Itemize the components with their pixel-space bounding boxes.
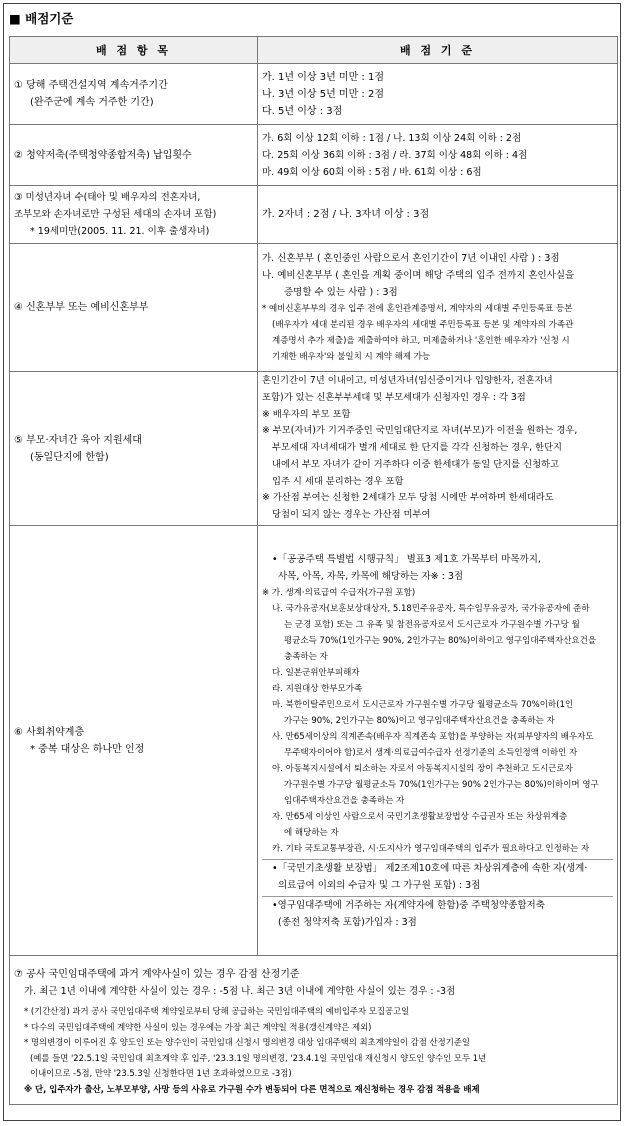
scoring-table	[9, 36, 618, 1105]
row4-item: ④ 신혼부부 또는 예비신혼부부	[10, 244, 258, 372]
header-item: 배 점 항 목	[10, 37, 258, 64]
row6-criteria	[258, 526, 618, 956]
row4-criteria	[258, 244, 618, 372]
row2-criteria-line: 마. 49회 이상 60회 이하 : 5점 / 바. 61회 이상 : 6점	[262, 166, 482, 178]
row1-criteria-line: 가. 1년 이상 3년 미만 : 1점	[262, 71, 384, 83]
row5-criteria-line: 당첨이 되지 않는 경우는 가산점 미부여	[272, 509, 431, 521]
row5-criteria-line: 혼인기간이 7년 이내이고, 미성년자녀(임신중이거나 입양한자, 전혼자녀	[262, 374, 553, 386]
row6-list-item: 충족하는 자	[284, 651, 328, 662]
row7-note: 이내이므로 -5점, 만약 '23.5.3일 신청한다면 1년 초과하였으므로 -3점)	[30, 1068, 292, 1078]
row6-item	[10, 526, 258, 956]
row3-item-line: ③ 미성년자녀 수(태아 및 배우자의 전혼자녀,	[14, 192, 201, 203]
row7-final-note: ※ 단, 입주자가 출산, 노부모부양, 사망 등의 사유로 가구원 수가 변동되어 다른 면적으로 재신청하는 경우 감점 적용을 배제	[24, 1083, 480, 1094]
row6-a2: 사목, 아목, 자목, 카목에 해당하는 자※ : 3점	[278, 570, 464, 582]
row7-deduction-line: 가. 최근 1년 이내에 계약한 사실이 있는 경우 : -5점 나. 최근 3년 이내에 계약한 사실이 있는 경우 : -3점	[24, 986, 456, 997]
row4-note: 기재한 배우자'와 불일치 시 계약 해제 가능	[272, 352, 431, 362]
row5-criteria-line: 포함)가 있는 신혼부부세대 및 부모세대가 신청자인 경우 : 각 3점	[262, 391, 526, 403]
row6-list-item: 나. 국가유공자(보훈보상대상자, 5.18민주유공자, 특수임무유공자, 국가유공자에 준하	[272, 603, 590, 614]
row6-item-line: * 중복 대상은 하나만 인정	[30, 743, 145, 755]
row5-criteria-line: 부모세대 자녀세대가 별개 세대로 한 단지를 각각 신청하는 경우, 한단지	[272, 442, 562, 454]
row6-list-item: 평균소득 70%(1인가구는 90%, 2인가구는 80%)이하이고 영구임대주택자산요건을	[284, 635, 597, 646]
row7-note: (예를 들면 '22.5.1일 국민임대 최초계약 후 입주, '23.3.1일 명의변경, '23.4.1일 국민임대 재신청시 양도인 양수인 모두 1년	[30, 1052, 487, 1063]
row2-item: ② 청약저축(주택청약종합저축) 납입횟수	[10, 125, 258, 186]
row5-criteria	[258, 372, 618, 526]
row4-note: * 예비신혼부부의 경우 입주 전에 혼인관계증명서, 계약자의 세대별 주민등록표 등본	[262, 304, 573, 314]
row6-list-item: 카. 기타 국토교통부장관, 시·도지사가 영구임대주택의 입주가 필요하다고 인정하는 자	[272, 843, 590, 854]
row1-item-line: ① 당해 주택건설지역 계속거주기간	[14, 80, 168, 91]
row5-criteria-line: ※ 배우자의 부모 포함	[262, 408, 351, 420]
row6-list-item: 가구는 90%, 2인가구는 80%)이고 영구임대주택자산요건을 충족하는 자	[284, 715, 555, 726]
row5-criteria-line: 내에서 부모 자녀가 같이 거주하다 이중 한세대가 동일 단지를 신청하고	[272, 458, 560, 470]
row6-list-item: 임대주택자산요건을 충족하는 자	[284, 795, 405, 806]
section-title: ■ 배점기준	[9, 11, 74, 26]
row6-a1: •「공공주택 특별법 시행규칙」 별표3 제1호 가목부터 마목까지,	[272, 553, 541, 565]
row7-note: * (기간산정) 과거 공사 국민임대주택 계약일로부터 당해 공급하는 국민임대주택의 예비입주자 모집공고일	[24, 1006, 410, 1016]
row2-criteria-line: 다. 25회 이상 36회 이하 : 3점 / 라. 37회 이상 48회 이하 : 4점	[262, 149, 528, 161]
row4-note: (배우자가 세대 분리된 경우 배우자의 세대별 주민등록표 등본 및 계약자의 가족관	[272, 320, 574, 330]
table-row	[10, 125, 618, 186]
row3-item	[10, 186, 258, 244]
row3-item-line: 조부모와 손자녀로만 구성된 세대의 손자녀 포함)	[14, 209, 217, 220]
row6-item-line: ⑥ 사회취약계층	[14, 726, 85, 738]
row5-item-line: ⑤ 부모·자녀간 육아 지원세대	[14, 434, 142, 446]
row6-list-item: 는 군경 포함) 또는 그 유족 및 참전유공자로서 도시근로자 가구원수별 가구당 월	[284, 619, 580, 630]
row4-criteria-a: 가. 신혼부부 ( 혼인중인 사람으로서 혼인기간이 7년 이내인 사람 ) : 3점	[262, 253, 560, 264]
row7-cell	[10, 956, 618, 1105]
row2-criteria-line: 가. 6회 이상 12회 이하 : 1점 / 나. 13회 이상 24회 이하 : 2점	[262, 132, 522, 144]
table-row	[10, 526, 618, 956]
row5-criteria-line: ※ 부모(자녀)가 기거주중인 국민임대단지로 자녀(부모)가 이전을 원하는 경우,	[262, 425, 578, 437]
row4-note: 계증명서 추가 제출)을 제출하여야 하고, 미제출하거나 '혼인한 배우자가 '신청 시	[272, 336, 570, 346]
table-row	[10, 186, 618, 244]
row6-c1: •영구임대주택에 거주하는 자(계약자에 한함)중 주택청약종합저축	[272, 899, 545, 911]
row6-list-item: 무주택자이어야 함)로서 생계·의료급여수급자 선정기준의 소득인정액 이하인 자	[284, 747, 578, 758]
row6-b1: •「국민기초생활 보장법」 제2조제10호에 따른 차상위계층에 속한 자(생계·	[272, 862, 588, 874]
row3-item-line: * 19세미만(2005. 11. 21. 이후 출생자녀)	[30, 226, 210, 237]
row5-criteria-line: ※ 가산점 부여는 신청한 2세대가 모두 당첨 시에만 부여하며 한세대라도	[262, 492, 554, 504]
row5-criteria-line: 입주 시 세대 분리하는 경우 포함	[272, 475, 404, 487]
table-row	[10, 244, 618, 372]
header-criteria: 배 점 기 준	[258, 37, 618, 64]
table-row	[10, 64, 618, 125]
row6-b2: 의료급여 이외의 수급자 및 그 가구원 포함) : 3점	[278, 879, 481, 891]
row6-list-item: 아. 아동복지시설에서 퇴소하는 자로서 아동복지시설의 장이 추천하고 도시근로자	[272, 763, 573, 774]
table-row	[10, 956, 618, 1105]
row6-c2: (종전 청약저축 포함)가입자 : 3점	[278, 916, 417, 928]
row6-list-item: 자. 만65세 이상인 사람으로서 국민기초생활보장법상 수급권자 또는 차상위계층	[272, 811, 568, 822]
table-header-row	[10, 37, 618, 64]
row7-note: * 명의변경이 이루어진 후 양도인 또는 양수인이 국민임대 신청시 명의변경 대상 임대주택의 최초계약일이 감점 산정기준일	[24, 1037, 470, 1047]
row1-item-line: (완주군에 계속 거주한 기간)	[30, 97, 154, 108]
table-row	[10, 372, 618, 526]
row1-criteria-line: 다. 5년 이상 : 3점	[262, 105, 343, 117]
row6-list-item: 마. 북한이탈주민으로서 도시근로자 가구원수별 가구당 월평균소득 70%이하(1인	[272, 699, 574, 710]
row3-criteria: 가. 2자녀 : 2점 / 나. 3자녀 이상 : 3점	[258, 186, 618, 244]
row1-criteria	[258, 64, 618, 125]
row7-title: ⑦ 공사 국민임대주택에 과거 계약사실이 있는 경우 감점 산정기준	[14, 969, 300, 980]
row6-list-item: 사. 만65세이상의 직계존속(배우자 직계존속 포함)을 부양하는 자(피부양자의 배우자도	[272, 731, 594, 742]
row6-list-item: ※ 가. 생계·의료급여 수급자(가구원 포함)	[262, 587, 416, 598]
row6-list-item: 다. 일본군위안부피해자	[272, 667, 360, 678]
row5-item-line: (동일단지에 한함)	[30, 451, 109, 463]
row2-criteria	[258, 125, 618, 186]
row1-item	[10, 64, 258, 125]
row4-criteria-b2: 증명할 수 있는 사람 ) : 3점	[284, 287, 398, 298]
row6-list-item: 에 해당하는 자	[284, 827, 339, 838]
row1-criteria-line: 나. 3년 이상 5년 미만 : 2점	[262, 88, 384, 100]
row6-list-item: 가구원수별 가구당 월평균소득 70%(1인가구는 90% 2인가구는 80%)이하이며 영구	[284, 779, 599, 790]
row5-item	[10, 372, 258, 526]
row7-note: * 다수의 국민임대주택에 계약한 사실이 있는 경우에는 가장 최근 계약일 적용(갱신계약은 제외)	[24, 1021, 372, 1032]
row4-criteria-b1: 나. 예비신혼부부 ( 혼인을 계획 중이며 해당 주택의 입주 전까지 혼인사실을	[262, 270, 575, 281]
row6-list-item: 라. 지원대상 한부모가족	[272, 683, 363, 694]
